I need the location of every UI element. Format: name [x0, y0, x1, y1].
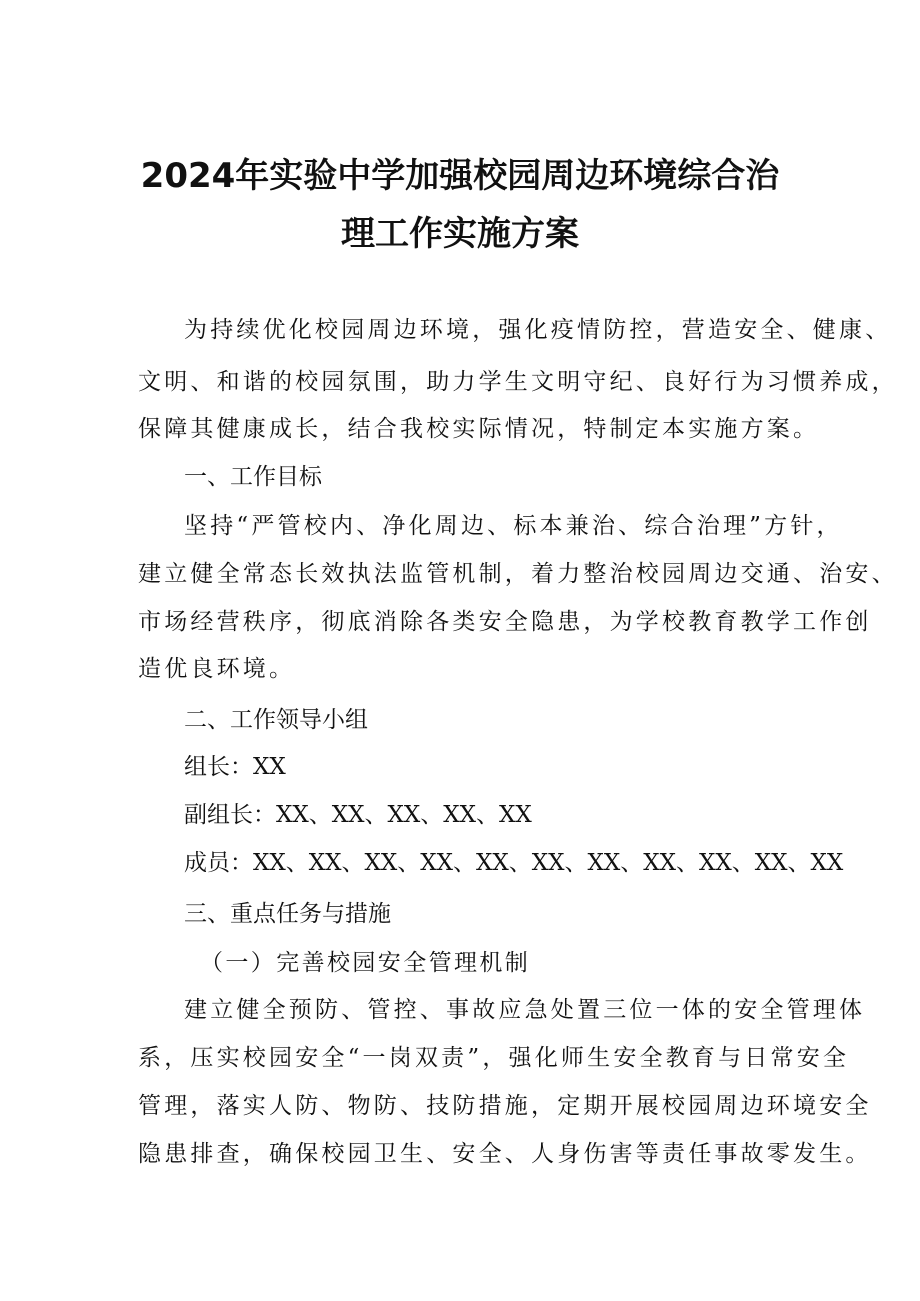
section-1-line-1: 坚持“严管校内、净化周边、标本兼治、综合治理”方针，: [184, 513, 843, 539]
section-3-heading: 三、重点任务与措施: [184, 901, 391, 927]
section-2-heading: 二、工作领导小组: [184, 707, 368, 733]
section-1-line-4: 造优良环境。: [138, 656, 296, 682]
section-2-deputy: 副组长：XX、XX、XX、XX、XX: [184, 802, 532, 828]
section-1-line-3: 市场经营秩序，彻底消除各类安全隐患，为学校教育教学工作创: [138, 609, 872, 635]
section-2-leader: 组长：XX: [184, 754, 286, 780]
section-3-sub-1-line-2: 系，压实校园安全“一岗双责”，强化师生安全教育与日常安全: [138, 1045, 850, 1071]
section-3-sub-1-heading: （一）完善校园安全管理机制: [200, 950, 531, 976]
section-1-heading: 一、工作目标: [184, 464, 322, 490]
section-1-line-2: 建立健全常态长效执法监管机制，着力整治校园周边交通、治安、: [138, 561, 898, 587]
section-3-sub-1-line-1: 建立健全预防、管控、事故应急处置三位一体的安全管理体: [184, 997, 866, 1023]
section-3-sub-1-line-4: 隐患排查，确保校园卫生、安全、人身伤害等责任事故零发生。: [138, 1141, 872, 1167]
document-title-line-1: 2024年实验中学加强校园周边环境综合治: [140, 156, 780, 196]
section-3-sub-1-line-3: 管理，落实人防、物防、技防措施，定期开展校园周边环境安全: [138, 1093, 872, 1119]
intro-line-3: 保障其健康成长，结合我校实际情况，特制定本实施方案。: [138, 416, 820, 442]
document-title-line-2: 理工作实施方案: [341, 214, 579, 254]
section-2-members: 成员：XX、XX、XX、XX、XX、XX、XX、XX、XX、XX、XX: [184, 850, 844, 876]
intro-line-1: 为持续优化校园周边环境，强化疫情防控，营造安全、健康、: [184, 317, 892, 343]
intro-line-2: 文明、和谐的校园氛围，助力学生文明守纪、良好行为习惯养成，: [138, 369, 898, 395]
